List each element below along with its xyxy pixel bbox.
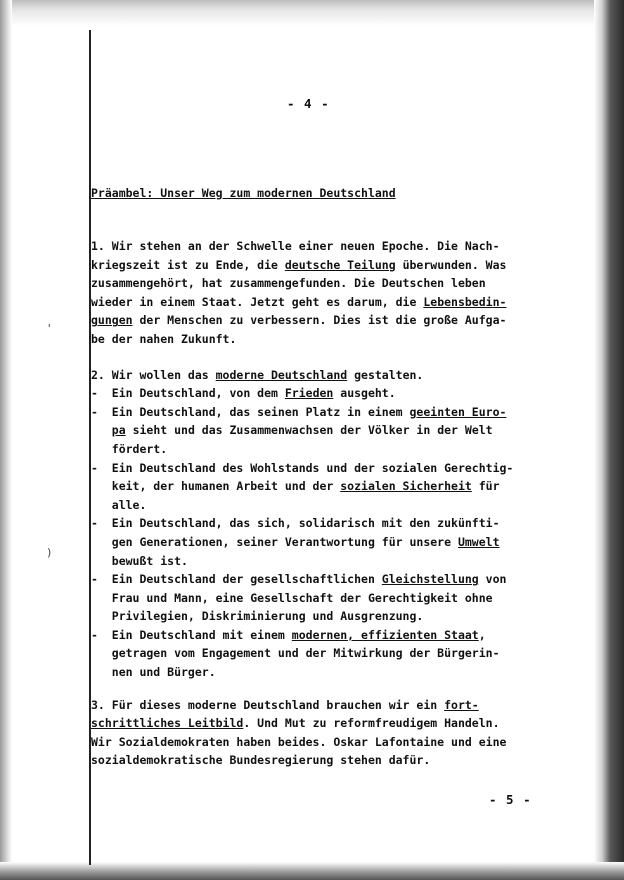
text-line <box>91 293 531 312</box>
scan-edge-right <box>594 0 624 880</box>
text-segment: für <box>471 479 500 494</box>
underlined-text: Frieden <box>284 386 334 401</box>
text-line: fördert. <box>91 441 168 456</box>
underlined-text: sozialen Sicherheit <box>340 479 472 494</box>
text-segment: 3. Für dieses moderne Deutschland brauchen wir ein <box>91 697 445 712</box>
text-segment: - Ein Deutschland, das seinen Platz in einem <box>91 404 410 419</box>
underlined-text: gungen <box>91 313 133 328</box>
text-line <box>91 384 531 403</box>
text-segment: - Ein Deutschland mit einem <box>91 627 292 642</box>
text-line: 1. Wir stehen an der Schwelle einer neuen Epoche. Die Nach- <box>91 239 500 253</box>
text-segment: wieder in einem Staat. Jetzt geht es darum, die <box>91 294 424 309</box>
text-segment: der Menschen zu verbessern. Dies ist die große Aufga- <box>132 313 507 328</box>
text-line: be der nahen Zukunft. <box>91 331 237 346</box>
underlined-text: Lebensbedin- <box>423 294 507 309</box>
underlined-text: Gleichstellung <box>381 572 479 587</box>
text-segment: - Ein Deutschland der gesellschaftlichen <box>91 572 382 587</box>
underlined-text: moderne Deutschland <box>215 367 348 382</box>
text-line: - Ein Deutschland des Wohlstands und der sozialen Gerechtig- <box>91 460 514 475</box>
underlined-text: Umwelt <box>457 534 500 549</box>
text-segment: überwunden. Was <box>395 257 507 272</box>
underlined-text: deutsche Teilung <box>284 257 396 272</box>
text-line: Frau und Mann, eine Gesellschaft der Gerechtigkeit ohne <box>91 590 493 605</box>
underlined-text: pa <box>111 423 126 438</box>
text-line <box>91 256 531 275</box>
text-line <box>91 696 531 715</box>
section-3 <box>91 696 531 770</box>
text-segment <box>91 423 112 437</box>
text-segment: 2. Wir wollen das <box>91 367 216 382</box>
underlined-text: geeinten Euro- <box>409 404 507 419</box>
text-line <box>91 570 531 589</box>
text-line: - Ein Deutschland, das sich, solidarisch mit den zukünfti- <box>91 516 500 531</box>
text-segment: von <box>478 572 507 587</box>
underlined-text: schrittliches Leitbild <box>91 716 244 731</box>
text-line: getragen vom Engagement und der Mitwirkung der Bürgerin- <box>91 646 500 661</box>
text-line <box>91 477 531 496</box>
text-line: sozialdemokratische Bundesregierung stehen dafür. <box>91 753 431 768</box>
text-line: alle. <box>91 497 147 512</box>
section-1 <box>91 237 531 349</box>
text-line: gen Generationen, seiner Verantwortung für unsere Umwelt <box>91 534 500 549</box>
text-line <box>91 714 531 733</box>
scan-edge-bottom <box>0 862 624 880</box>
underlined-text: fort- <box>444 697 479 712</box>
preamble-title: Präambel: Unser Weg zum modernen Deutschland <box>91 186 396 200</box>
next-page-indicator: - 5 - <box>489 792 532 807</box>
page-number: - 4 - <box>287 96 330 111</box>
text-line: Wir Sozialdemokraten haben beides. Oskar Lafontaine und eine <box>91 734 507 749</box>
scan-edge-left <box>0 0 12 880</box>
text-line: nen und Bürger. <box>91 665 216 680</box>
text-line <box>91 311 531 330</box>
body-text <box>91 237 531 770</box>
text-segment: , <box>478 627 486 642</box>
text-line <box>91 366 531 385</box>
text-line: bewußt ist. <box>91 553 188 568</box>
text-segment: ausgeht. <box>333 386 396 401</box>
text-line <box>91 421 531 440</box>
text-line <box>91 403 531 422</box>
underlined-text: modernen, effizienten Staat <box>291 627 479 642</box>
scan-edge-top <box>0 0 624 26</box>
text-line <box>91 626 531 645</box>
text-segment: kriegszeit ist zu Ende, die <box>91 257 285 272</box>
text-segment: sieht und das Zusammenwachsen der Völker in der Welt <box>125 423 493 438</box>
section-2 <box>91 366 531 682</box>
stray-mark: ' <box>46 322 53 335</box>
text-segment: gestalten. <box>347 367 424 382</box>
text-segment: - Ein Deutschland, von dem <box>91 386 285 401</box>
text-segment: keit, der humanen Arbeit und der <box>91 479 341 494</box>
text-segment: . Und Mut zu reformfreudigem Handeln. <box>243 716 500 731</box>
text-line: Privilegien, Diskriminierung und Ausgrenzung. <box>91 609 424 624</box>
text-line: zusammengehört, hat zusammengefunden. Die Deutschen leben <box>91 276 486 291</box>
stray-mark: ) <box>46 546 53 559</box>
